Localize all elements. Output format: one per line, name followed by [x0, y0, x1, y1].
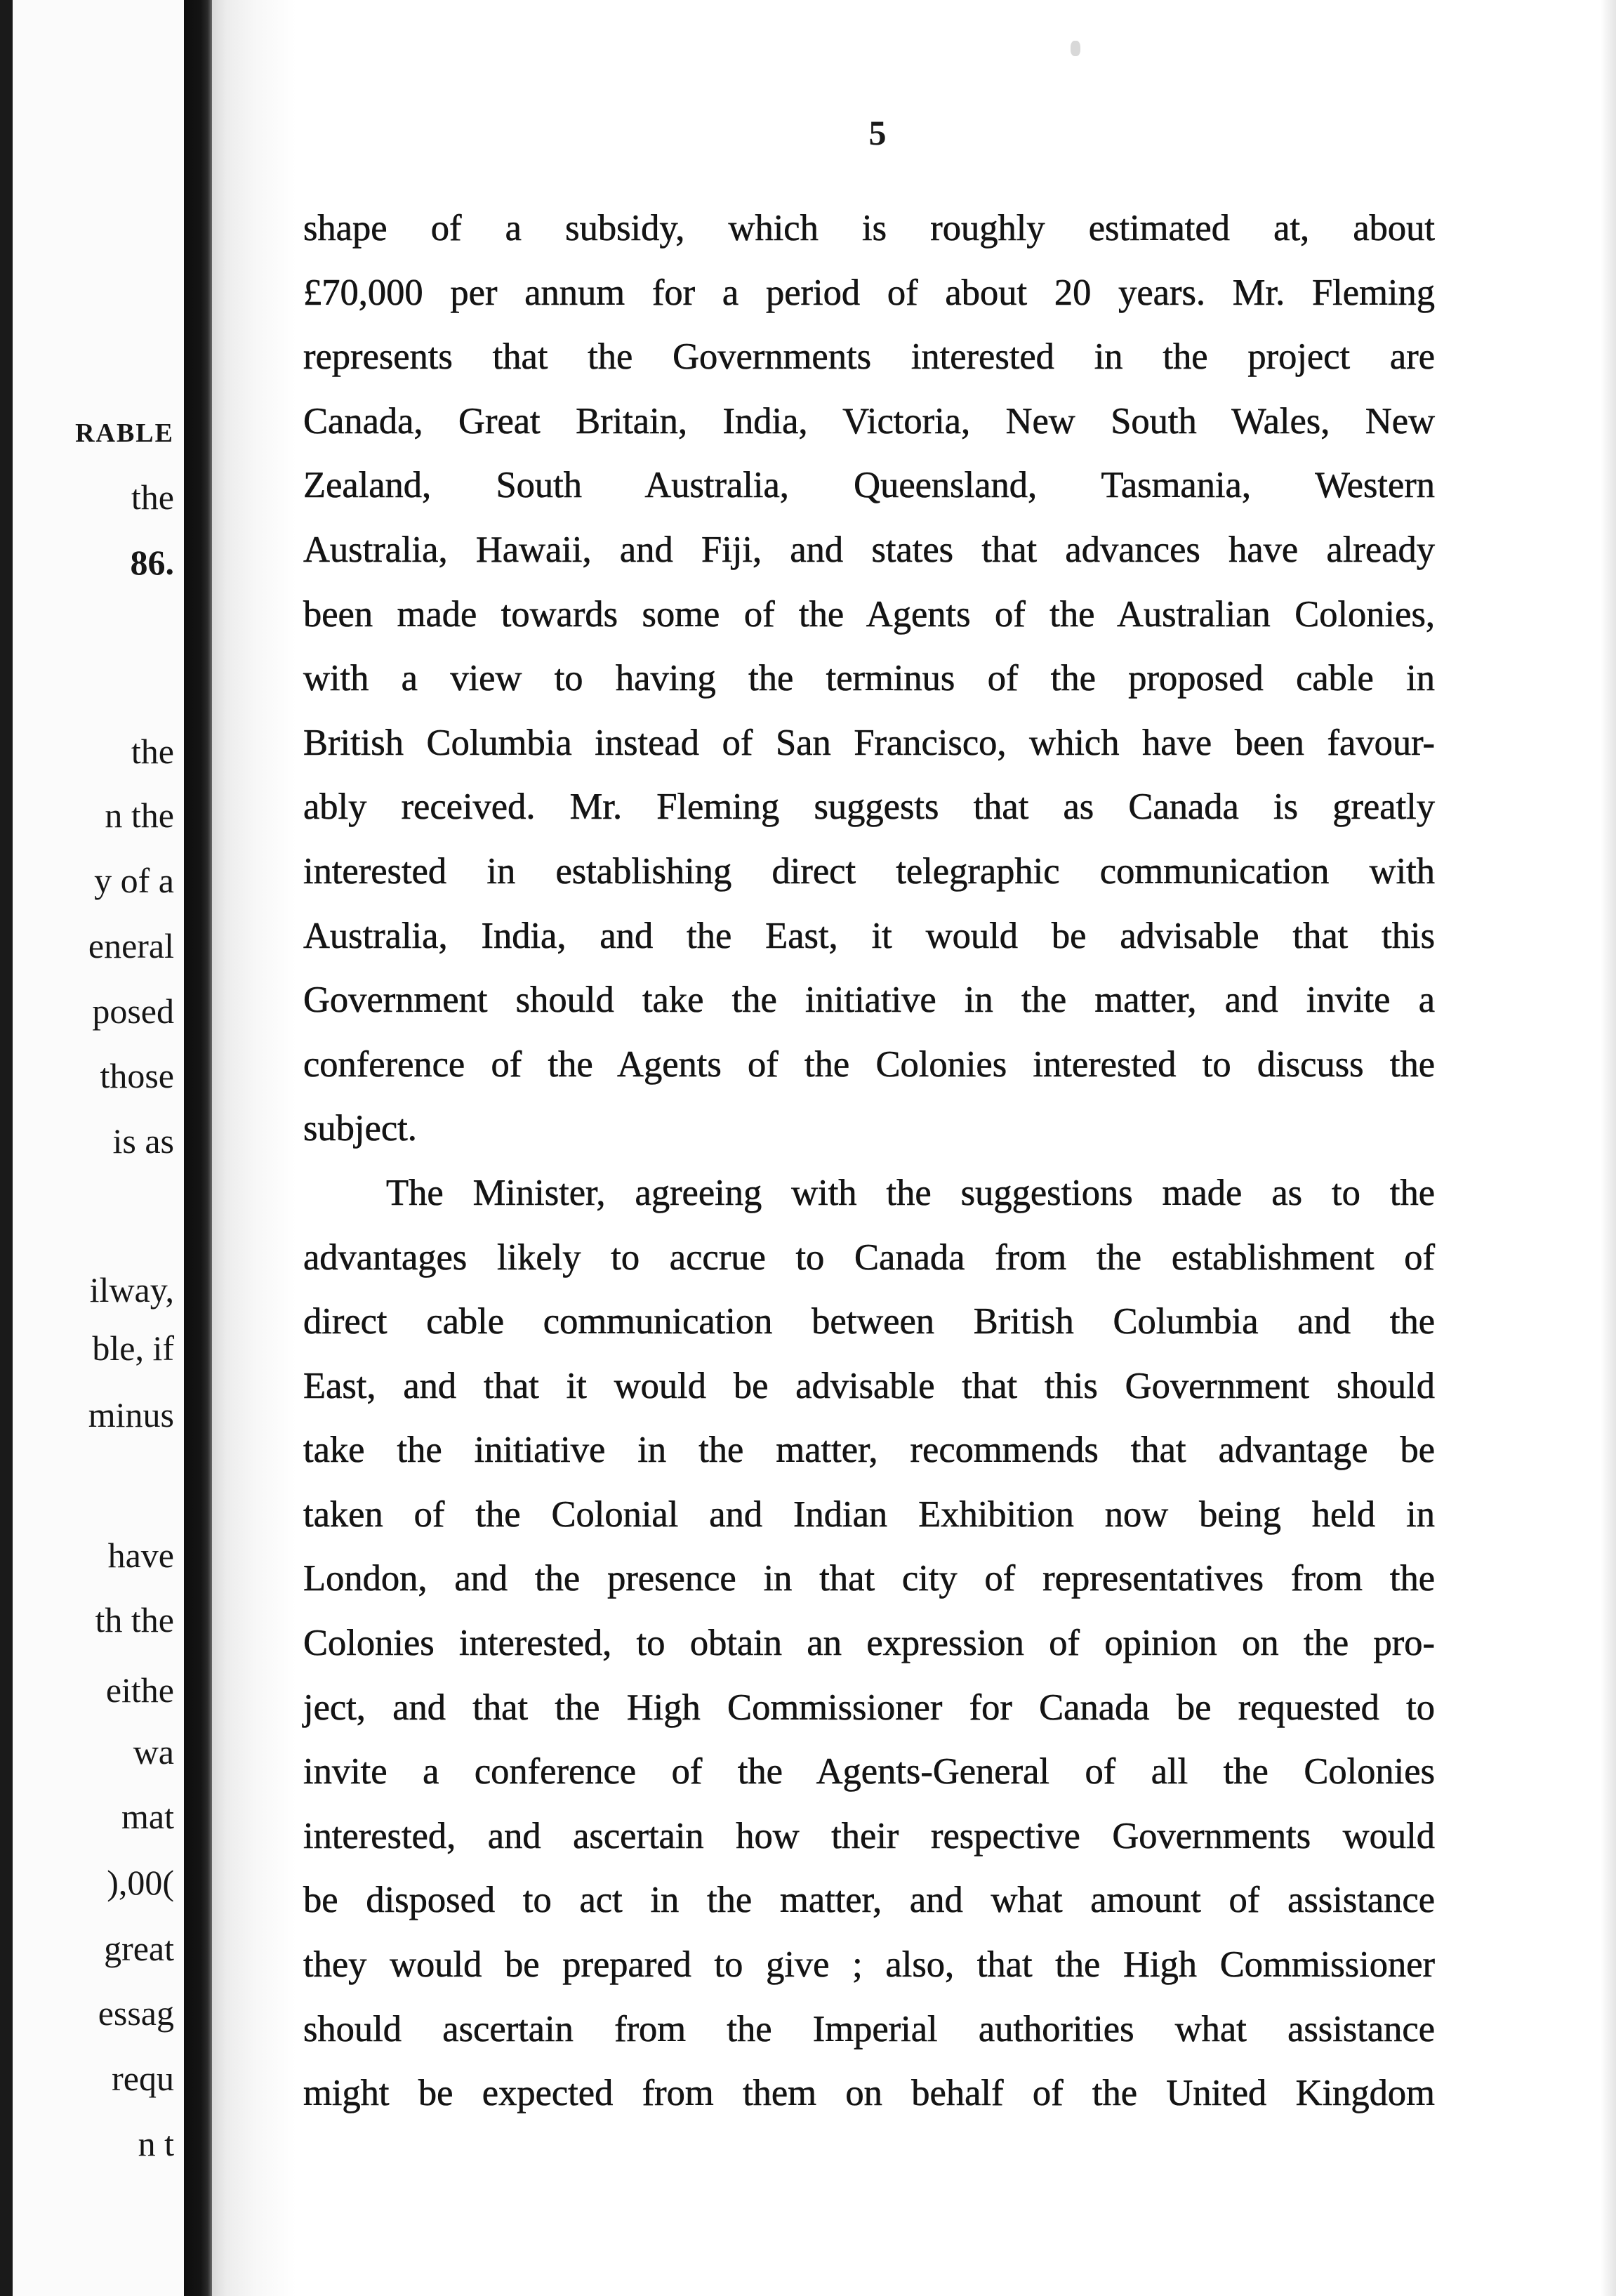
facing-line: 86.: [130, 543, 174, 582]
facing-line: n the: [105, 796, 174, 835]
page-body-text: [303, 197, 1435, 2126]
facing-line: wa: [133, 1732, 174, 1772]
text-line: East, and that it would be advisable that this Government should: [303, 1365, 1435, 1406]
text-line: interested, and ascertain how their respective Governments would: [303, 1815, 1435, 1856]
text-line: conference of the Agents of the Colonies interested to discuss the: [303, 1043, 1435, 1085]
facing-line: ),00(: [107, 1863, 174, 1902]
text-line: ject, and that the High Commissioner for Canada be requested to: [303, 1687, 1435, 1728]
text-line: represents that the Governments interested in the project are: [303, 336, 1435, 378]
facing-line: minus: [88, 1395, 174, 1434]
text-line: London, and the presence in that city of representatives from the: [303, 1558, 1435, 1599]
facing-line: essag: [98, 1993, 174, 2033]
facing-line: th the: [95, 1600, 174, 1639]
facing-line: is as: [112, 1121, 174, 1161]
facing-line: posed: [92, 991, 174, 1031]
facing-line: requ: [112, 2059, 174, 2098]
text-line: Government should take the initiative in the matter, and invite a: [303, 979, 1435, 1021]
text-line: direct cable communication between British Columbia and the: [303, 1301, 1435, 1342]
facing-line: the: [131, 477, 174, 517]
facing-line: mat: [121, 1797, 174, 1836]
page-number: 5: [868, 113, 887, 152]
text-line: interested in establishing direct telegraphic communication with: [303, 850, 1435, 892]
paper-speck: [1071, 41, 1080, 56]
text-line: advantages likely to accrue to Canada from the establishment of: [303, 1236, 1435, 1278]
text-line: ably received. Mr. Fleming suggests that as Canada is greatly: [303, 786, 1435, 828]
facing-line: n t: [138, 2124, 174, 2163]
text-line: subject.: [303, 1108, 417, 1149]
facing-line: those: [100, 1056, 174, 1095]
text-line: been made towards some of the Agents of the Australian Colonies,: [303, 593, 1435, 635]
facing-line: eneral: [88, 926, 174, 965]
facing-line: great: [104, 1929, 174, 1968]
text-line: shape of a subsidy, which is roughly estimated at, about: [303, 208, 1435, 249]
text-line: The Minister, agreeing with the suggestions made as to the: [386, 1172, 1435, 1213]
text-line: invite a conference of the Agents-General of all the Colonies: [303, 1751, 1435, 1793]
text-line: with a view to having the terminus of the proposed cable in: [303, 658, 1435, 699]
text-line: Zealand, South Australia, Queensland, Tasmania, Western: [303, 465, 1435, 506]
text-line: Australia, India, and the East, it would be advisable that this: [303, 915, 1435, 956]
facing-line: y of a: [94, 861, 174, 900]
text-line: they would be prepared to give ; also, that the High Commissioner: [303, 1944, 1435, 1986]
facing-line: eithe: [105, 1670, 174, 1710]
text-line: British Columbia instead of San Francisco, which have been favour-: [303, 722, 1435, 763]
facing-page-fragment: [13, 0, 184, 2296]
text-line: Canada, Great Britain, India, Victoria, New South Wales, New: [303, 400, 1435, 442]
text-line: Australia, Hawaii, and Fiji, and states that advances have already: [303, 529, 1435, 570]
text-line: taken of the Colonial and Indian Exhibition now being held in: [303, 1493, 1435, 1535]
text-line: be disposed to act in the matter, and what amount of assistance: [303, 1880, 1435, 1921]
text-line: might be expected from them on behalf of the United Kingdom: [303, 2073, 1435, 2114]
text-line: take the initiative in the matter, recommends that advantage be: [303, 1430, 1435, 1471]
facing-line: have: [107, 1536, 174, 1575]
page-right-edge: [1601, 0, 1616, 2296]
text-line: Colonies interested, to obtain an expression of opinion on the pro-: [303, 1623, 1435, 1664]
book-gutter-shadow: [184, 0, 212, 2296]
text-line: £70,000 per annum for a period of about 20 years. Mr. Fleming: [303, 272, 1435, 313]
facing-line: ble, if: [92, 1328, 174, 1368]
facing-line: RABLE: [75, 418, 174, 448]
scan-left-border: [0, 0, 13, 2296]
facing-line: ilway,: [89, 1270, 174, 1309]
text-line: should ascertain from the Imperial authorities what assistance: [303, 2008, 1435, 2050]
facing-line: the: [131, 732, 174, 771]
